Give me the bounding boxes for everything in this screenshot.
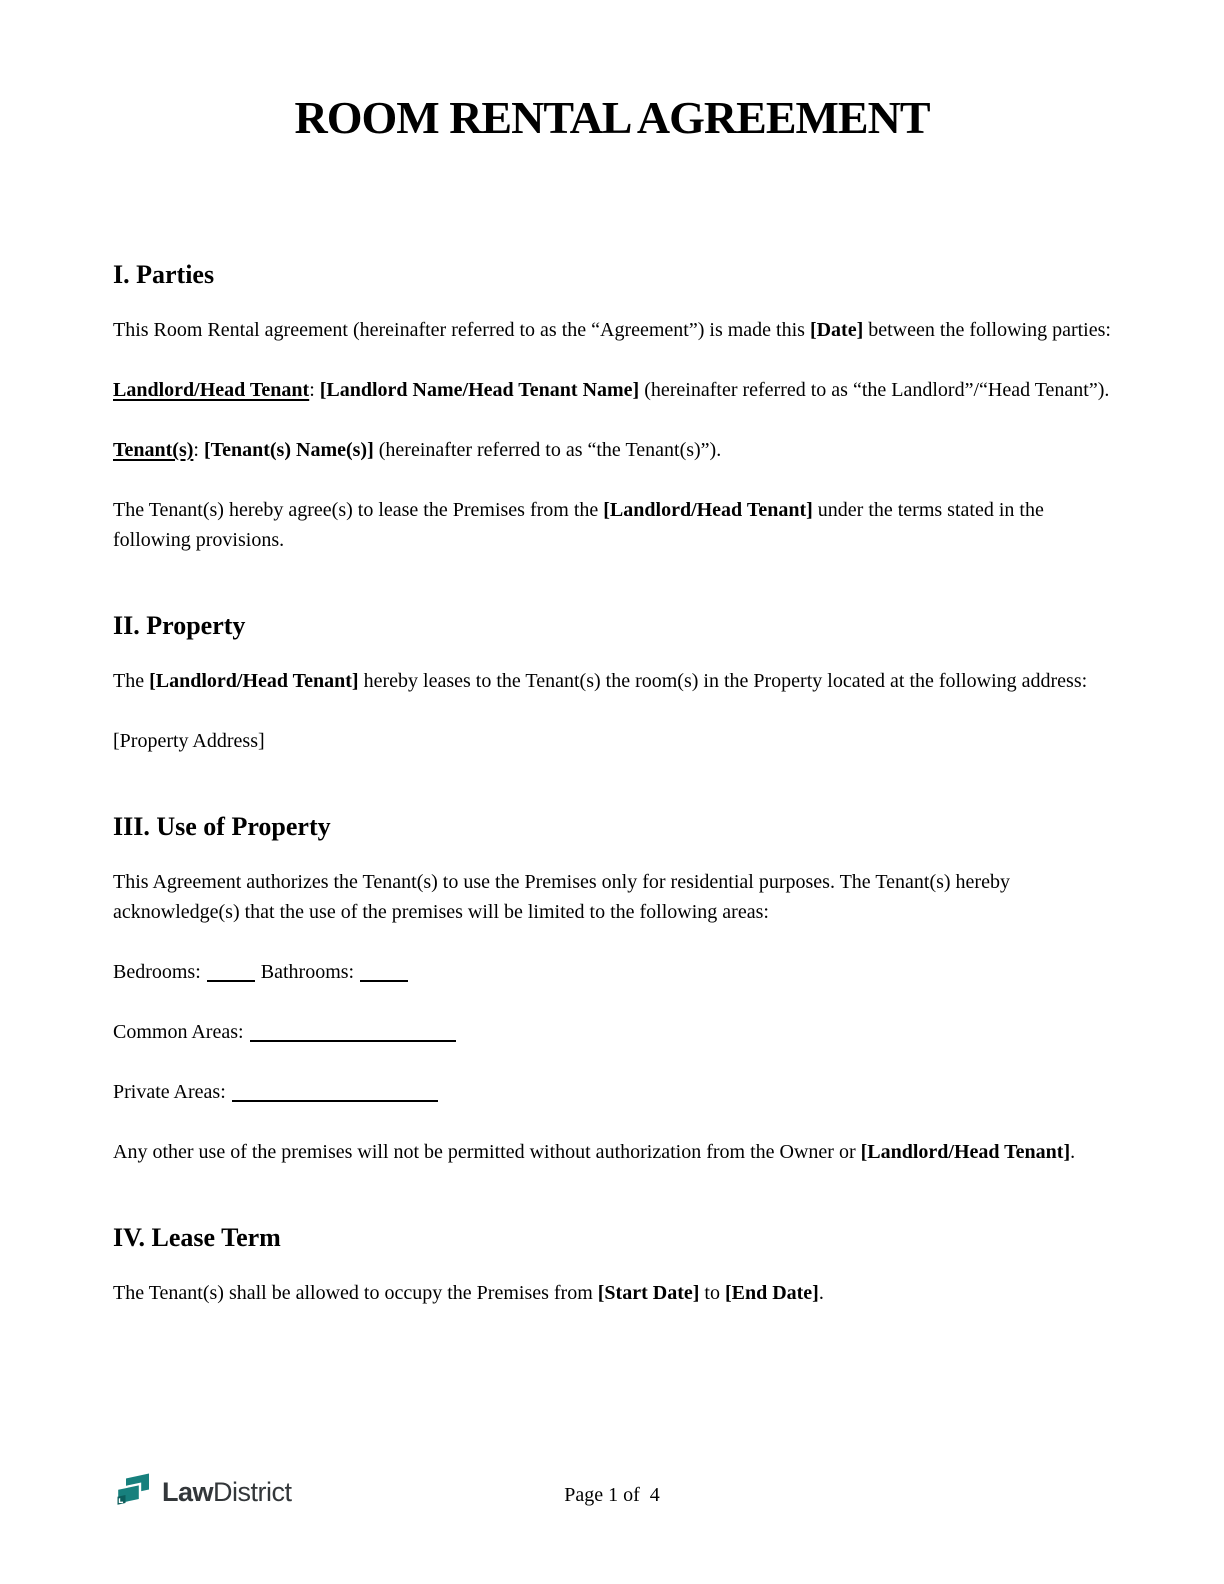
property-address-placeholder: [Property Address] (113, 730, 265, 752)
parties-intro-paragraph (113, 315, 1111, 345)
private-areas-label: Private Areas: (113, 1081, 226, 1103)
landlord-name-placeholder: [Landlord Name/Head Tenant Name] (319, 379, 640, 401)
occupancy-statement (113, 1278, 1111, 1308)
text-run: This Room Rental agreement (hereinafter referred to as the “Agreement”) is made this (113, 319, 810, 341)
landlord-definition-paragraph (113, 375, 1111, 405)
tenant-term: Tenant(s) (113, 439, 194, 461)
start-date-placeholder: [Start Date] (597, 1282, 700, 1304)
section-property-heading: II. Property (113, 611, 246, 640)
private-areas-line (113, 1077, 1111, 1107)
text-run: between the following parties: (863, 319, 1111, 341)
section-lease-term (113, 1223, 1111, 1308)
use-restriction-paragraph (113, 1137, 1111, 1167)
text-run: hereby leases to the Tenant(s) the room(s) in the Property located at the following address: (358, 670, 1088, 692)
text-run: : (309, 379, 320, 401)
brand-name (162, 1474, 292, 1510)
lawdistrict-logo-icon (113, 1473, 153, 1511)
property-lease-statement (113, 666, 1111, 696)
end-date-placeholder: [End Date] (724, 1282, 819, 1304)
brand-name-district: District (213, 1477, 292, 1507)
common-areas-label: Common Areas: (113, 1021, 244, 1043)
private-areas-blank-line (232, 1088, 438, 1102)
brand-name-law: Law (162, 1477, 214, 1507)
section-use-of-property-heading: III. Use of Property (113, 812, 331, 841)
date-placeholder: [Date] (809, 319, 864, 341)
text-run: Any other use of the premises will not be permitted without authorization from the Owner or (113, 1141, 861, 1163)
landlord-term: Landlord/Head Tenant (113, 379, 310, 401)
text-run: The Tenant(s) shall be allowed to occupy the Premises from (113, 1282, 598, 1304)
text-run: under the terms stated in the following provisions. (113, 499, 1044, 551)
rooms-line (113, 957, 1111, 987)
bedrooms-label: Bedrooms: (113, 961, 201, 983)
document-title: ROOM RENTAL AGREEMENT (294, 92, 930, 143)
bathrooms-blank-line (360, 968, 408, 982)
use-of-property-intro: This Agreement authorizes the Tenant(s) to use the Premises only for residential purposes. The Tenant(s) hereby acknowledge(s) that the use of the premises will be limited to the following areas: (113, 871, 1010, 923)
text-run: to (699, 1282, 725, 1304)
text-run: (hereinafter referred to as “the Landlord”/“Head Tenant”). (639, 379, 1110, 401)
text-run: The Tenant(s) hereby agree(s) to lease the Premises from the (113, 499, 604, 521)
common-areas-line (113, 1017, 1111, 1047)
lease-agreement-statement (113, 495, 1111, 555)
lawdistrict-logo (113, 1473, 292, 1511)
landlord-head-tenant-placeholder: [Landlord/Head Tenant] (149, 670, 359, 692)
section-parties-heading: I. Parties (113, 260, 215, 289)
common-areas-blank-line (250, 1028, 456, 1042)
text-run: . (818, 1282, 824, 1304)
text-run: (hereinafter referred to as “the Tenant(s)”). (373, 439, 722, 461)
section-use-of-property (113, 812, 1111, 1167)
landlord-head-tenant-placeholder: [Landlord/Head Tenant] (860, 1141, 1071, 1163)
section-lease-term-heading: IV. Lease Term (113, 1223, 281, 1252)
section-parties (113, 260, 1111, 555)
text-run: The (113, 670, 150, 692)
text-run: : (193, 439, 204, 461)
page-indicator: Page 1 of 4 (564, 1484, 660, 1506)
text-run: . (1070, 1141, 1076, 1163)
page-footer (113, 1473, 1111, 1517)
tenant-name-placeholder: [Tenant(s) Name(s)] (203, 439, 374, 461)
landlord-head-tenant-placeholder: [Landlord/Head Tenant] (603, 499, 813, 521)
bathrooms-label: Bathrooms: (260, 961, 355, 983)
tenant-definition-paragraph (113, 435, 1111, 465)
bedrooms-blank-line (207, 968, 255, 982)
section-property (113, 611, 1111, 756)
